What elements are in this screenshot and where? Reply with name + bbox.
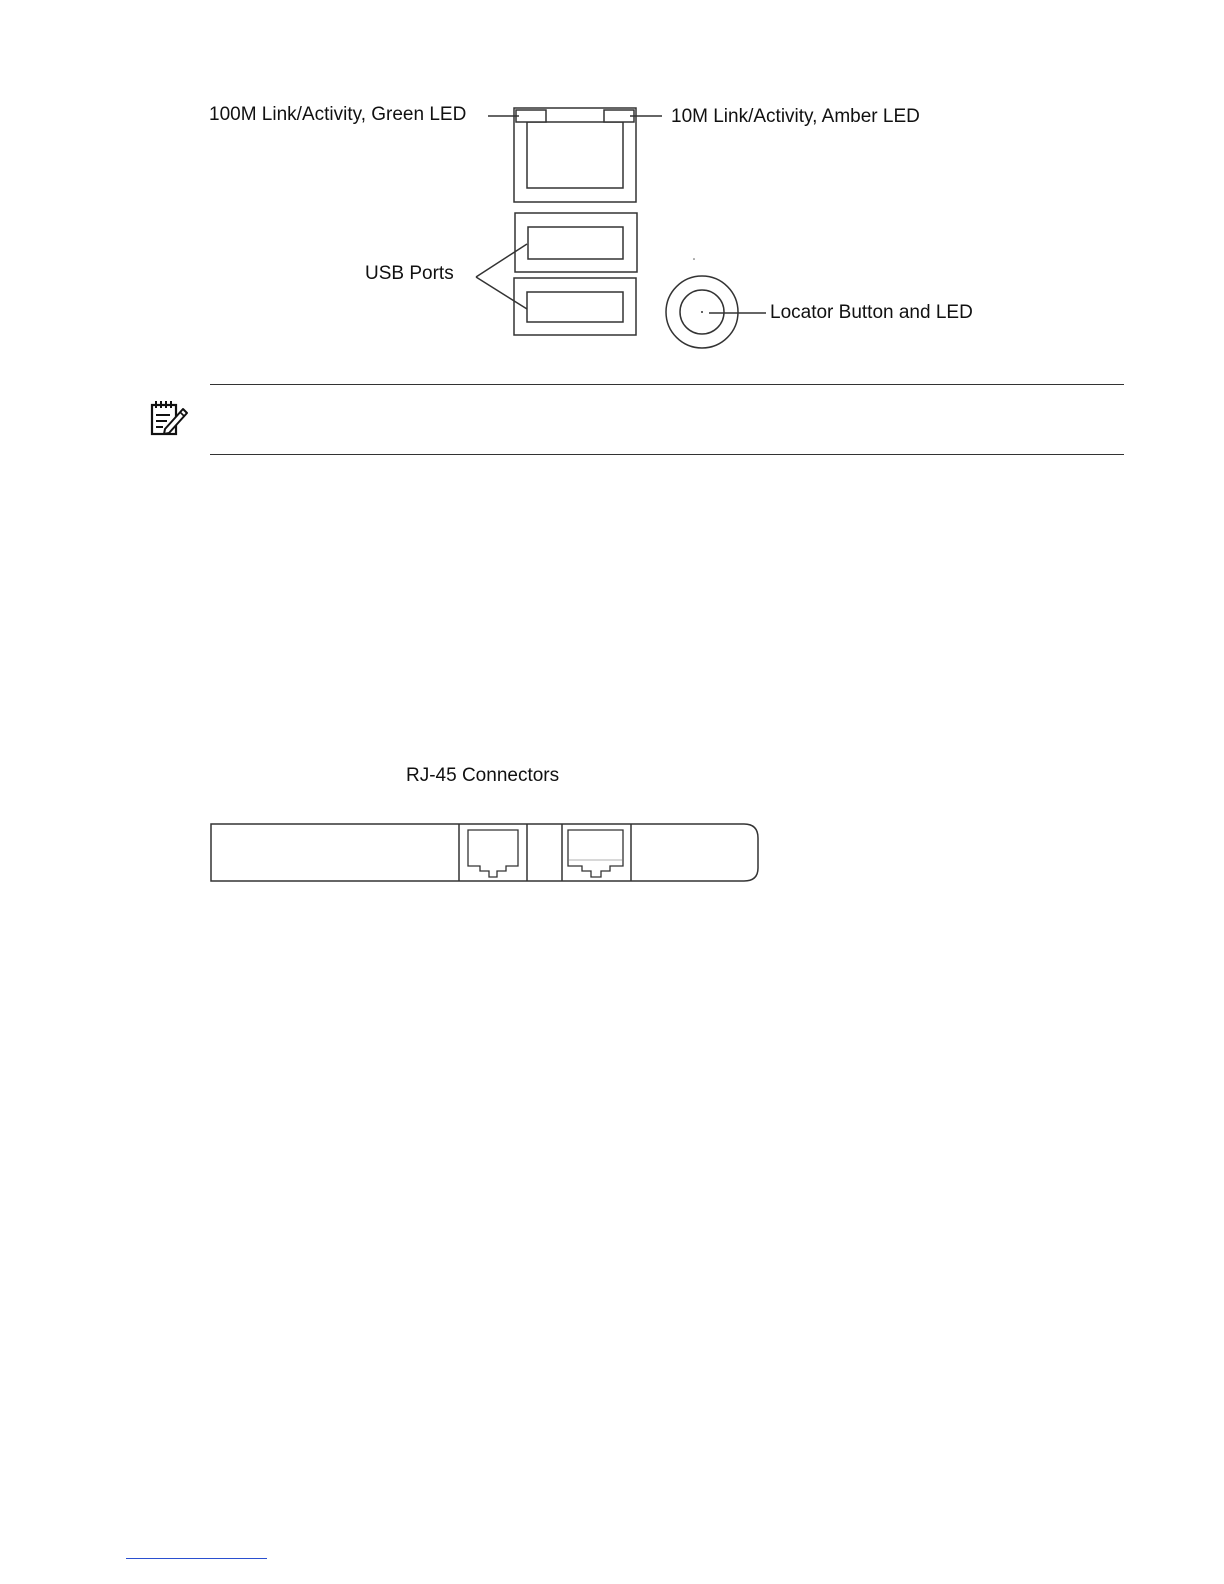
rj45-jack-1 — [468, 830, 518, 877]
usb-port-1-outer — [515, 213, 637, 272]
port-diagram-drawing — [0, 0, 1224, 400]
green-led-label: 100M Link/Activity, Green LED — [209, 104, 467, 125]
amber-led — [604, 110, 634, 122]
locator-led — [701, 311, 703, 313]
note-icon — [149, 399, 189, 437]
green-led — [516, 110, 546, 122]
usb-ports-label: USB Ports — [365, 263, 454, 284]
locator-label: Locator Button and LED — [770, 302, 973, 323]
rear-panel — [211, 824, 758, 881]
usb-leader-2 — [476, 277, 527, 309]
rj45-jack-2 — [568, 830, 623, 877]
usb-port-1-inner — [528, 227, 623, 259]
usb-port-2-inner — [527, 292, 623, 322]
lan-port-inner — [527, 122, 623, 188]
speck — [693, 258, 695, 260]
amber-led-label: 10M Link/Activity, Amber LED — [671, 106, 920, 127]
note-top-rule — [210, 384, 1124, 385]
footer-link-underline[interactable] — [126, 1558, 267, 1559]
rj45-title: RJ-45 Connectors — [406, 765, 560, 786]
note-bottom-rule — [210, 454, 1124, 455]
usb-port-2-outer — [514, 278, 636, 335]
